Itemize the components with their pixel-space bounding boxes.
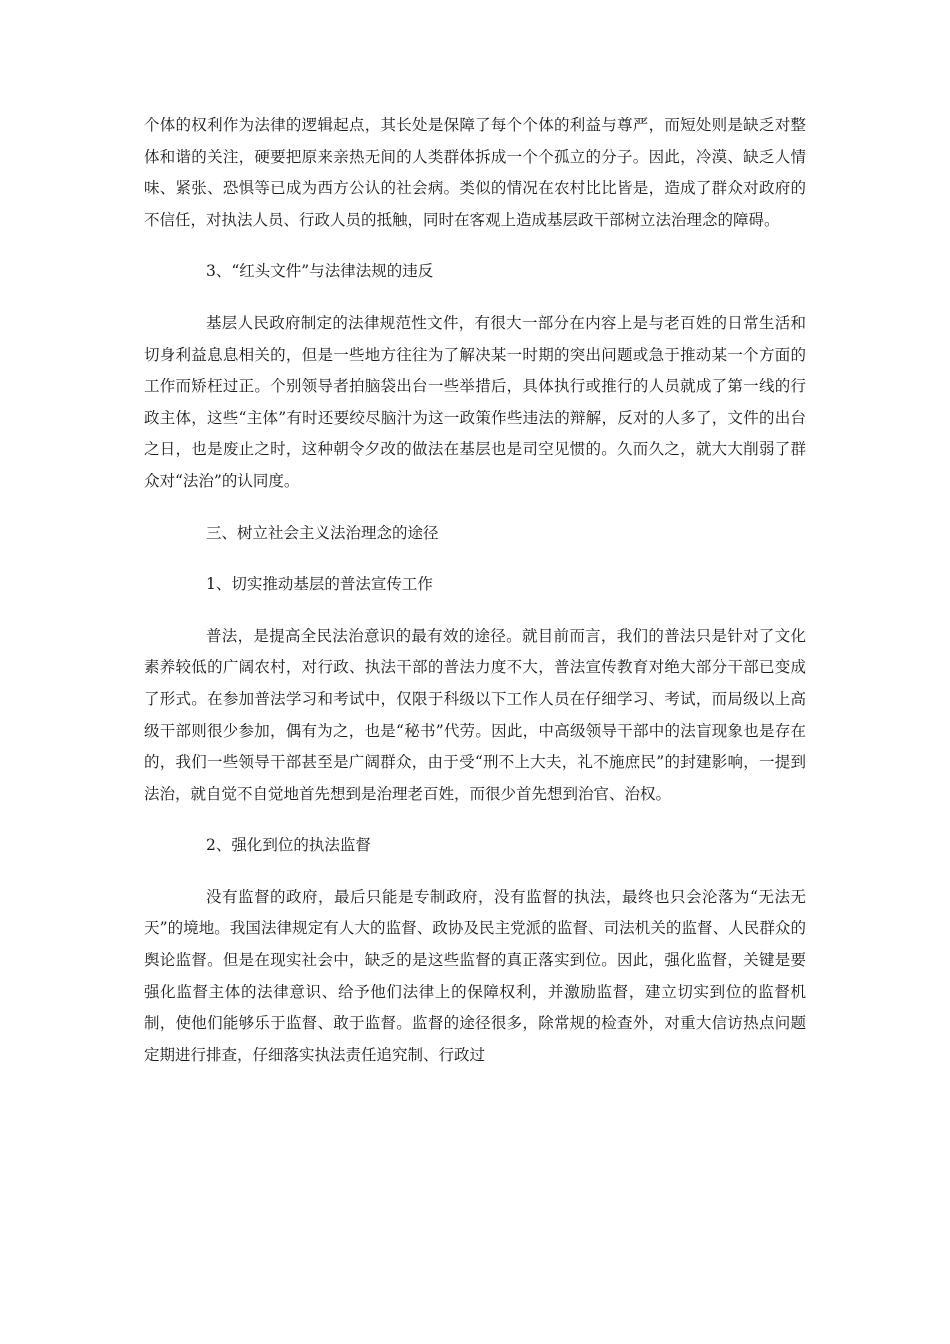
spacer [144, 236, 806, 256]
paragraph-continued: 个体的权利作为法律的逻辑起点，其长处是保障了每个个体的利益与尊严，而短处则是缺乏对整体和谐的关注，硬要把原来亲热无间的人类群体拆成一个个孤立的分子。因此，冷漠、缺乏人情味、紧张、恐惧等已成为西方公认的社会病。类似的情况在农村比比皆是，造成了群众对政府的不信任，对执法人员、行政人员的抵触，同时在客观上造成基层政干部树立法治理念的障碍。 [144, 116, 806, 229]
section-heading: 1、切实推动基层的普法宣传工作 [206, 575, 433, 594]
document-page [144, 110, 806, 1071]
spacer [144, 498, 806, 518]
spacer [144, 288, 806, 308]
section-heading: 2、强化到位的执法监督 [206, 836, 371, 855]
spacer [144, 549, 806, 569]
spacer [144, 810, 806, 830]
section-heading: 三、树立社会主义法治理念的途径 [206, 523, 439, 542]
spacer [144, 601, 806, 621]
paragraph: 普法，是提高全民法治意识的最有效的途径。就目前而言，我们的普法只是针对了文化素养较低的广阔农村，对行政、执法干部的普法力度不大，普法宣传教育对绝大部分干部已变成了形式。在参加普法学习和考试中，仅限于科级以下工作人员在仔细学习、考试，而局级以上高级干部则很少参加，偶有为之，也是“秘书”代劳。因此，中高级领导干部中的法盲现象也是存在的，我们一些领导干部甚至是广阔群众，由于受“刑不上大夫，礼不施庶民”的封建影响，一提到法治，就自觉不自觉地首先想到是治理老百姓，而很少首先想到治官、治权。 [144, 626, 806, 803]
paragraph: 基层人民政府制定的法律规范性文件，有很大一部分在内容上是与老百姓的日常生活和切身利益息息相关的，但是一些地方往往为了解决某一时期的突出问题或急于推动某一个方面的工作而矫枉过正。个别领导者拍脑袋出台一些举措后，具体执行或推行的人员就成了第一线的行政主体，这些“主体”有时还要绞尽脑汁为这一政策作些违法的辩解，反对的人多了，文件的出台之日，也是废止之时，这种朝令夕改的做法在基层也是司空见惯的。久而久之，就大大削弱了群众对“法治”的认同度。 [144, 313, 806, 490]
section-heading: 3、“红头文件”与法律法规的违反 [206, 262, 434, 281]
paragraph: 没有监督的政府，最后只能是专制政府，没有监督的执法，最终也只会沦落为“无法无天”的境地。我国法律规定有人大的监督、政协及民主党派的监督、司法机关的监督、人民群众的舆论监督。但是在现实社会中，缺乏的是这些监督的真正落实到位。因此，强化监督，关键是要强化监督主体的法律意识、给予他们法律上的保障权利，并激励监督，建立切实到位的监督机制，使他们能够乐于监督、敢于监督。监督的途径很多，除常规的检查外，对重大信访热点问题定期进行排查，仔细落实执法责任追究制、行政过 [144, 887, 806, 1064]
spacer [144, 862, 806, 882]
